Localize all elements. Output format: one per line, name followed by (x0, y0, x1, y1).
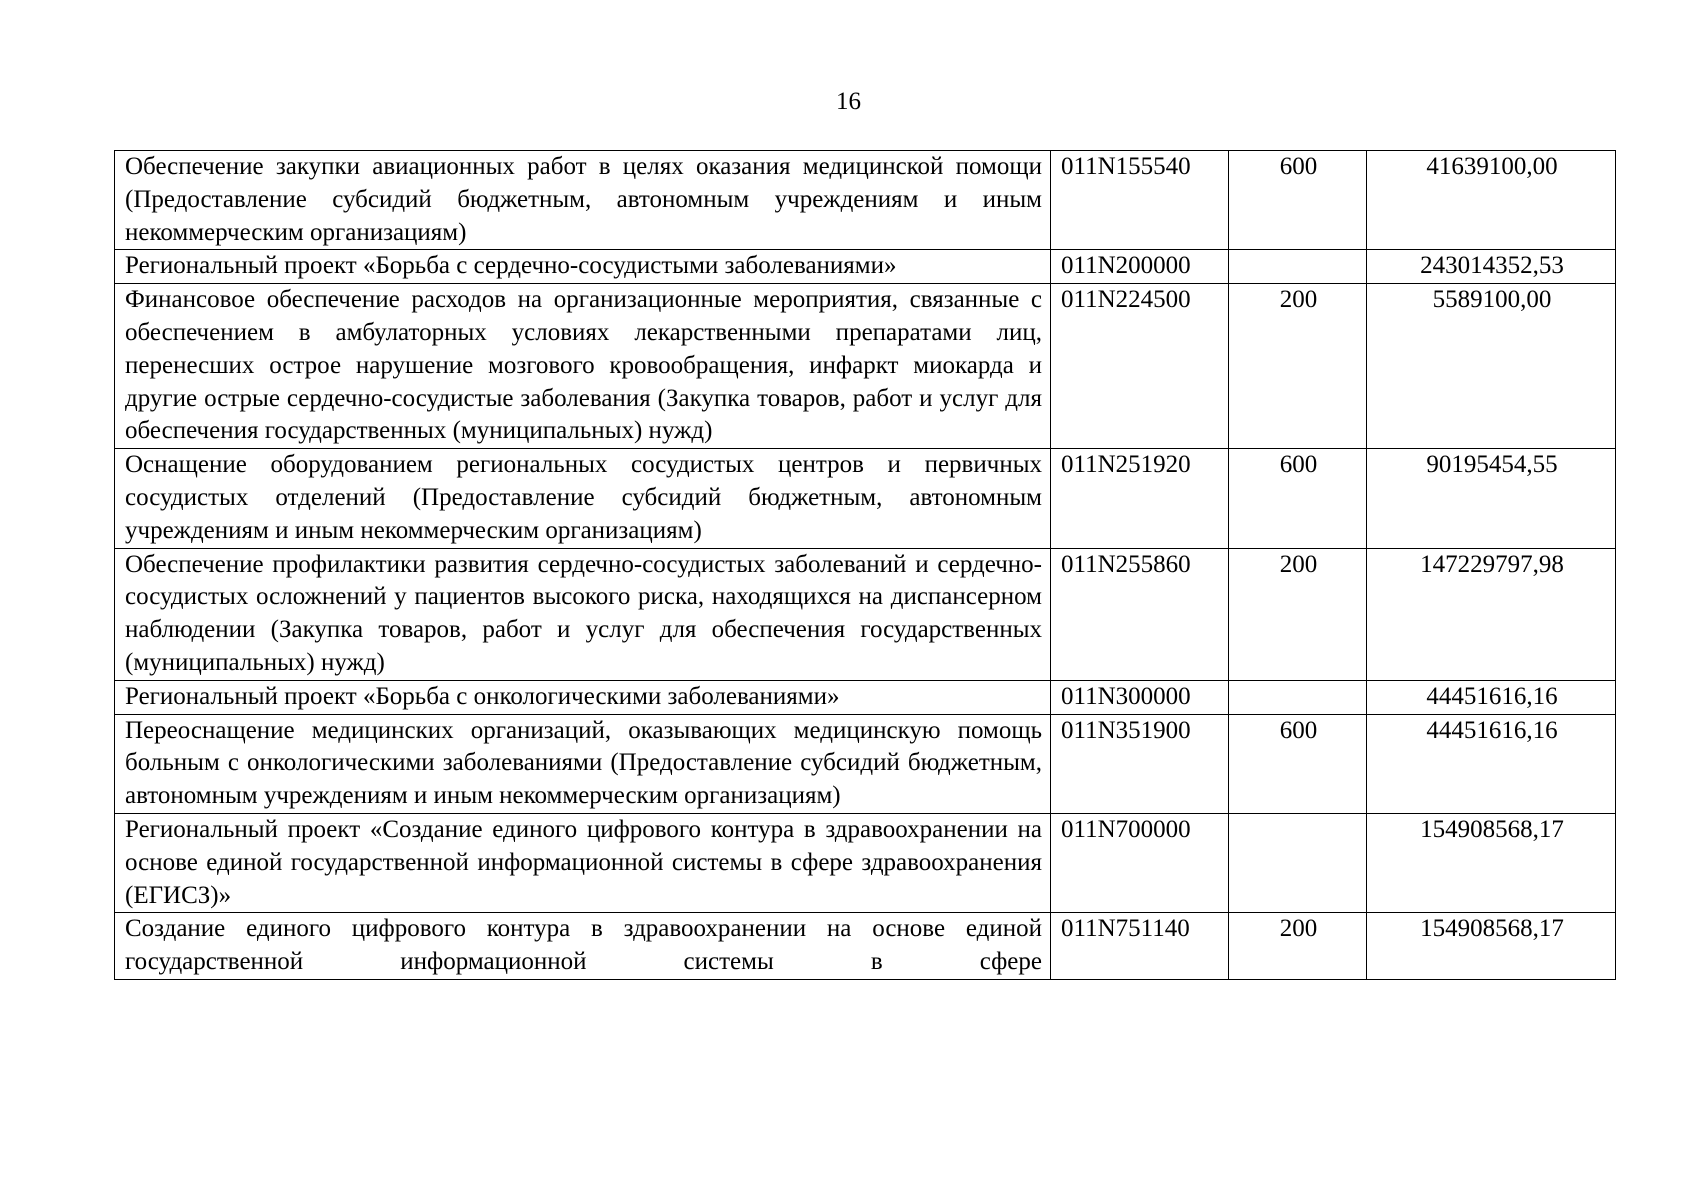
row-expense-type-cell: 200 (1229, 913, 1367, 980)
row-code-cell: 011N300000 (1051, 680, 1229, 714)
row-expense-type-cell: 600 (1229, 151, 1367, 250)
row-expense-type-cell: 200 (1229, 284, 1367, 449)
budget-table (114, 150, 1616, 980)
row-expense-type-cell (1229, 250, 1367, 284)
row-amount-cell: 147229797,98 (1367, 548, 1616, 680)
row-expense-type-cell (1229, 680, 1367, 714)
table-row (115, 284, 1616, 449)
row-name-cell: Обеспечение профилактики развития сердечно-сосудистых заболеваний и сердечно-сосудистых осложнений у пациентов высокого риска, находящихся на диспансерном наблюдении (Закупка товаров, работ и услуг для обеспечения государственных (муниципальных) нужд) (115, 548, 1051, 680)
row-amount-cell: 154908568,17 (1367, 813, 1616, 912)
row-amount-cell: 44451616,16 (1367, 680, 1616, 714)
row-code-cell: 011N155540 (1051, 151, 1229, 250)
row-amount-cell: 243014352,53 (1367, 250, 1616, 284)
row-code-cell: 011N700000 (1051, 813, 1229, 912)
row-code-cell: 011N751140 (1051, 913, 1229, 980)
table-row (115, 913, 1616, 980)
budget-table-body (115, 151, 1616, 980)
page-number: 16 (836, 88, 861, 115)
row-amount-cell: 41639100,00 (1367, 151, 1616, 250)
row-amount-cell: 5589100,00 (1367, 284, 1616, 449)
row-code-cell: 011N255860 (1051, 548, 1229, 680)
table-row (115, 151, 1616, 250)
table-row (115, 714, 1616, 813)
row-code-cell: 011N251920 (1051, 449, 1229, 548)
row-name-cell: Создание единого цифрового контура в здравоохранении на основе единой государственной информационной системы в сфере (115, 913, 1051, 980)
table-row (115, 548, 1616, 680)
row-code-cell: 011N351900 (1051, 714, 1229, 813)
row-amount-cell: 154908568,17 (1367, 913, 1616, 980)
row-name-cell: Финансовое обеспечение расходов на организационные мероприятия, связанные с обеспечением в амбулаторных условиях лекарственными препаратами лиц, перенесших острое нарушение мозгового кровообращения, инфаркт миокарда и другие острые сердечно-сосудистые заболевания (Закупка товаров, работ и услуг для обеспечения государственных (муниципальных) нужд) (115, 284, 1051, 449)
row-name-cell: Обеспечение закупки авиационных работ в целях оказания медицинской помощи (Предоставление субсидий бюджетным, автономным учреждениям и иным некоммерческим организациям) (115, 151, 1051, 250)
table-row (115, 813, 1616, 912)
table-row (115, 680, 1616, 714)
row-expense-type-cell: 600 (1229, 449, 1367, 548)
row-code-cell: 011N200000 (1051, 250, 1229, 284)
row-amount-cell: 44451616,16 (1367, 714, 1616, 813)
row-name-cell: Региональный проект «Борьба с сердечно-сосудистыми заболеваниями» (115, 250, 1051, 284)
row-name-cell: Оснащение оборудованием региональных сосудистых центров и первичных сосудистых отделений (Предоставление субсидий бюджетным, автономным учреждениям и иным некоммерческим организациям) (115, 449, 1051, 548)
row-expense-type-cell (1229, 813, 1367, 912)
table-row (115, 449, 1616, 548)
row-expense-type-cell: 600 (1229, 714, 1367, 813)
table-row (115, 250, 1616, 284)
row-amount-cell: 90195454,55 (1367, 449, 1616, 548)
row-expense-type-cell: 200 (1229, 548, 1367, 680)
row-name-cell: Региональный проект «Борьба с онкологическими заболеваниями» (115, 680, 1051, 714)
row-code-cell: 011N224500 (1051, 284, 1229, 449)
row-name-cell: Региональный проект «Создание единого цифрового контура в здравоохранении на основе единой государственной информационной системы в сфере здравоохранения (ЕГИСЗ)» (115, 813, 1051, 912)
row-name-cell: Переоснащение медицинских организаций, оказывающих медицинскую помощь больным с онкологическими заболеваниями (Предоставление субсидий бюджетным, автономным учреждениям и иным некоммерческим организациям) (115, 714, 1051, 813)
